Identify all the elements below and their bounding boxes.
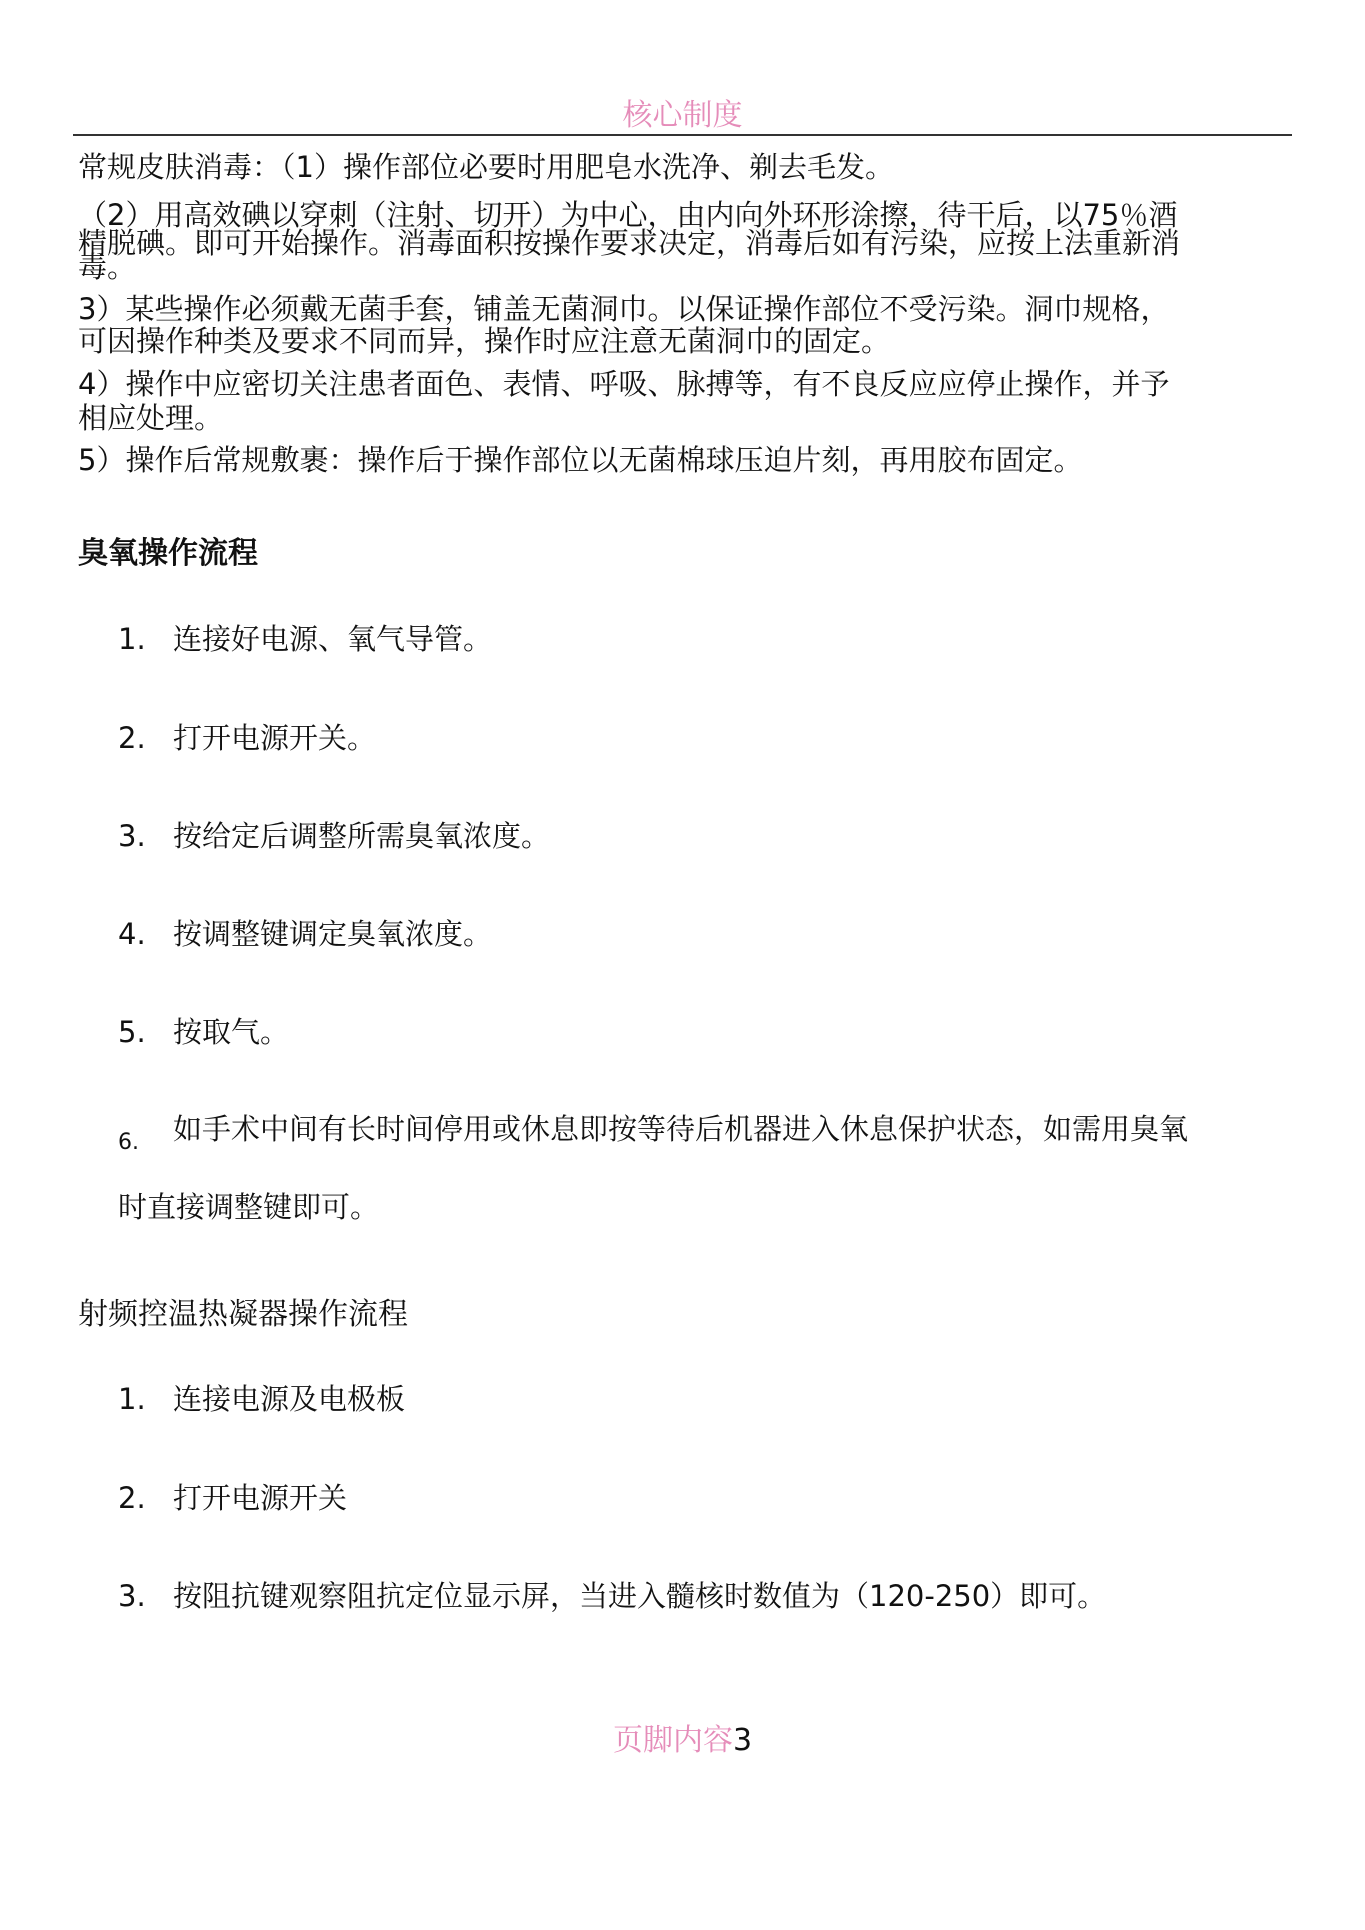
paragraph-line: 3）某些操作必须戴无菌手套，铺盖无菌洞巾。以保证操作部位不受污染。洞巾规格， [78, 292, 1170, 326]
list-number: 1. [118, 1382, 146, 1416]
header-divider [73, 134, 1292, 136]
list-number: 2. [118, 721, 146, 755]
list-text: 如手术中间有长时间停用或休息即按等待后机器进入休息保护状态，如需用臭氧 [173, 1112, 1189, 1146]
list-number: 1. [118, 622, 146, 656]
list-number: 3. [118, 819, 146, 853]
footer-label: 页脚内容 [612, 1723, 733, 1758]
list-number: 5. [118, 1015, 146, 1049]
list-text: 按阻抗键观察阻抗定位显示屏，当进入髓核时数值为（120-250）即可。 [173, 1579, 1107, 1613]
section-title: 射频控温热凝器操作流程 [78, 1297, 408, 1332]
list-number: 4. [118, 917, 146, 951]
paragraph-line: 可因操作种类及要求不同而异，操作时应注意无菌洞巾的固定。 [78, 324, 891, 358]
paragraph-line: 毒。 [78, 250, 137, 284]
header-title: 核心制度 [622, 98, 743, 133]
paragraph-line: 5）操作后常规敷裹：操作后于操作部位以无菌棉球压迫片刻，再用胶布固定。 [78, 443, 1083, 477]
list-text: 打开电源开关 [173, 1481, 348, 1515]
page-number: 3 [732, 1723, 753, 1758]
page-footer [0, 1715, 1365, 1759]
list-text-continued: 时直接调整键即可。 [118, 1190, 380, 1224]
list-number: 3. [118, 1579, 146, 1613]
list-number: 2. [118, 1481, 146, 1515]
paragraph-line: 精脱碘。即可开始操作。消毒面积按操作要求决定，消毒后如有污染，应按上法重新消 [78, 226, 1181, 260]
paragraph-line: 常规皮肤消毒：（1）操作部位必要时用肥皂水洗净、剃去毛发。 [78, 150, 894, 184]
list-text: 连接好电源、氧气导管。 [173, 622, 493, 656]
list-text: 按给定后调整所需臭氧浓度。 [173, 819, 551, 853]
list-text: 按调整键调定臭氧浓度。 [173, 917, 493, 951]
list-text: 按取气。 [173, 1015, 290, 1049]
list-number: 6. [118, 1130, 139, 1155]
list-text: 连接电源及电极板 [173, 1382, 406, 1416]
paragraph-line: 4）操作中应密切关注患者面色、表情、呼吸、脉搏等，有不良反应应停止操作，并予 [78, 367, 1170, 401]
paragraph-line: 相应处理。 [78, 401, 224, 435]
section-title: 臭氧操作流程 [78, 536, 258, 571]
list-text: 打开电源开关。 [173, 721, 377, 755]
paragraph-line: （2）用高效碘以穿刺（注射、切开）为中心，由内向外环形涂擦，待干后，以75％酒 [78, 198, 1178, 232]
